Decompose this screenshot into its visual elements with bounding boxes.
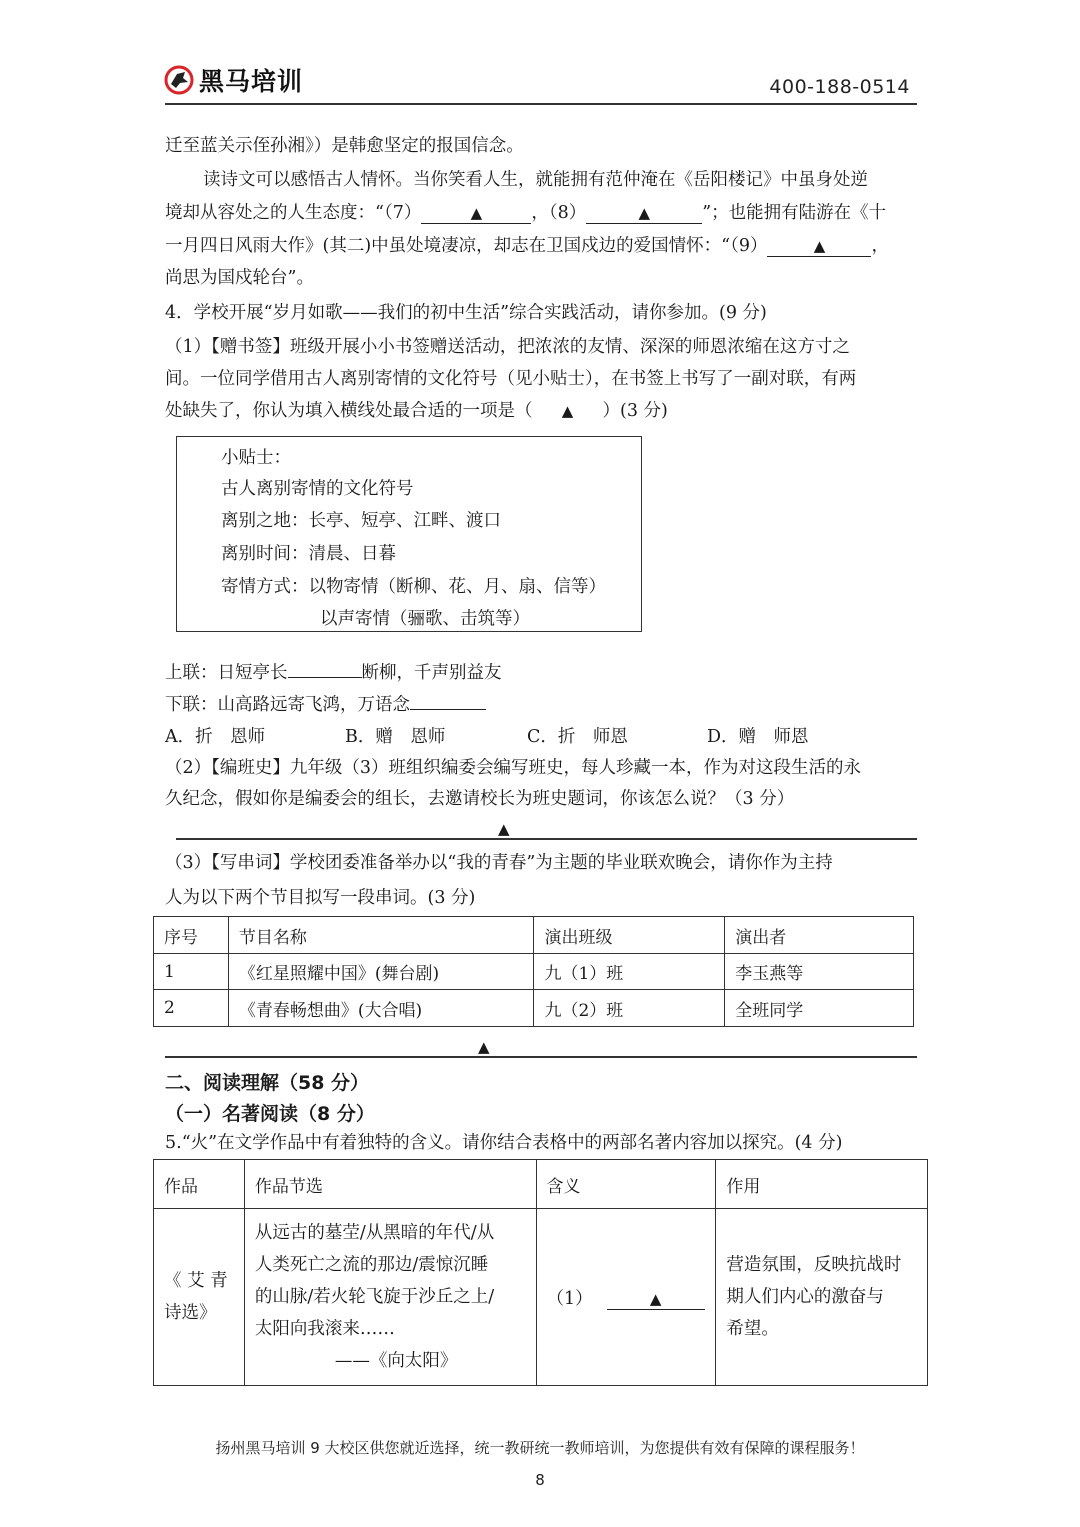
q4-p1-line-2: 间。一位同学借用古人离别寄情的文化符号（见小贴士），在书签上书写了一副对联，有两 <box>165 369 857 389</box>
table-header-row <box>154 1160 928 1209</box>
table-cell: 九（2）班 <box>534 990 725 1027</box>
answer-choice-slot[interactable]: ▲ <box>561 402 574 420</box>
option-d[interactable]: D．赠 师恩 <box>707 727 809 747</box>
table-cell: 九（1）班 <box>534 954 725 990</box>
table-row <box>154 954 914 990</box>
table-row <box>154 1209 928 1386</box>
tips-line-4: 寄情方式：以物寄情（断柳、花、月、扇、信等） <box>221 577 606 597</box>
q4-p3-line-1: （3）【写串词】学校团委准备举办以“我的青春”为主题的毕业联欢晚会，请你作为主持 <box>165 853 833 873</box>
answer-blank-7[interactable]: ▲ <box>421 203 531 224</box>
effect-cell: 营造氛围，反映抗战时 期人们内心的激奋与 希望。 <box>716 1209 928 1386</box>
answer-line-p2[interactable] <box>176 838 917 840</box>
horse-logo-icon <box>163 64 195 96</box>
tips-line-3: 离别时间：清晨、日暮 <box>221 544 396 564</box>
option-b[interactable]: B．赠 恩师 <box>345 727 446 747</box>
table-header-cell: 作品节选 <box>244 1160 536 1209</box>
page-number: 8 <box>535 1471 545 1489</box>
answer-marker-p2: ▲ <box>498 820 510 838</box>
footer-slogan: 扬州黑马培训 9 大校区供您就近选择，统一教研统一教师培训，为您提供有效有保障的课程服务！ <box>215 1439 865 1457</box>
tips-line-2: 离别之地：长亭、短亭、江畔、渡口 <box>221 511 501 531</box>
answer-line-p3[interactable] <box>165 1056 917 1058</box>
couplet-blank-1[interactable] <box>288 677 362 678</box>
q4-p2-line-2: 久纪念，假如你是编委会的组长，去邀请校长为班史题词，你该怎么说？（3 分） <box>165 789 795 809</box>
table-header-row <box>154 917 914 954</box>
couplet-blank-2[interactable] <box>410 709 486 710</box>
subsection-title: （一）名著阅读（8 分） <box>165 1103 375 1125</box>
meaning-cell: （1） ▲ <box>536 1209 716 1386</box>
answer-blank-9[interactable]: ▲ <box>767 236 871 257</box>
brand-name: 黑马培训 <box>199 67 304 96</box>
table-cell: 1 <box>154 954 229 990</box>
answer-marker-p3: ▲ <box>478 1038 490 1056</box>
intro-line-1: 迁至蓝关示侄孙湘》）是韩愈坚定的报国信念。 <box>165 136 524 156</box>
couplet-lower: 下联：山高路远寄飞鸿，万语念 <box>165 693 486 717</box>
answer-blank-8[interactable]: ▲ <box>586 203 702 224</box>
q4-p2-line-1: （2）【编班史】九年级（3）班组织编委会编写班史，每人珍藏一本，作为对这段生活的永 <box>165 758 862 778</box>
table-header-cell: 序号 <box>154 917 229 954</box>
intro-line-3: 境却从容处之的人生态度：“（7） ▲ ，（8） ▲ ”；也能拥有陆游在《十 <box>165 203 887 223</box>
q4-p1-line-1: （1）【赠书签】班级开展小小书签赠送活动，把浓浓的友情、深深的师恩浓缩在这方寸之 <box>165 337 850 357</box>
q5-title: 5.“火”在文学作品中有着独特的含义。请你结合表格中的两部名著内容加以探究。(4 分) <box>165 1133 843 1153</box>
q4-title: 4．学校开展“岁月如歌——我们的初中生活”综合实践活动，请你参加。(9 分) <box>165 303 767 323</box>
table-row <box>154 990 914 1027</box>
table-header-cell: 演出者 <box>725 917 914 954</box>
section-title: 二、阅读理解（58 分） <box>165 1072 370 1094</box>
intro-line-5: 尚思为国戍轮台”。 <box>165 268 314 288</box>
work-title-cell: 《 艾 青 诗选》 <box>154 1209 245 1386</box>
table-cell: 2 <box>154 990 229 1027</box>
meaning-answer-blank[interactable]: ▲ <box>607 1289 705 1310</box>
program-table <box>153 916 914 1027</box>
tips-line-5: 以声寄情（骊歌、击筑等） <box>320 609 530 629</box>
table-header-cell: 作品 <box>154 1160 245 1209</box>
table-cell: 全班同学 <box>725 990 914 1027</box>
tips-line-1: 古人离别寄情的文化符号 <box>221 479 414 499</box>
table-header-cell: 节目名称 <box>228 917 534 954</box>
phone-number: 400-188-0514 <box>769 76 910 98</box>
header-divider <box>165 103 917 105</box>
tips-title: 小贴士： <box>221 448 291 468</box>
option-c[interactable]: C．折 师恩 <box>527 727 628 747</box>
q4-p3-line-2: 人为以下两个节目拟写一段串词。(3 分) <box>165 888 476 908</box>
brand-logo <box>163 62 303 98</box>
option-a[interactable]: A．折 恩师 <box>165 727 266 747</box>
table-header-cell: 作用 <box>716 1160 928 1209</box>
table-cell: 《青春畅想曲》(大合唱) <box>228 990 534 1027</box>
q4-p1-line-3: 处缺失了，你认为填入横线处最合适的一项是（ ▲ ）(3 分) <box>165 401 668 421</box>
couplet-upper: 上联：日短亭长 断柳，千声别益友 <box>165 663 502 683</box>
works-table <box>153 1159 928 1386</box>
excerpt-cell: 从远古的墓茔/从黑暗的年代/从 人类死亡之流的那边/震惊沉睡 的山脉/若火轮飞旋于沙丘之上/ 太阳向我滚来…… ——《向太阳》 <box>244 1209 536 1386</box>
table-cell: 李玉燕等 <box>725 954 914 990</box>
intro-line-4: 一月四日风雨大作》(其二)中虽处境凄凉，却志在卫国戍边的爱国情怀：“（9） ▲ ， <box>165 236 889 256</box>
table-header-cell: 含义 <box>536 1160 716 1209</box>
table-header-cell: 演出班级 <box>534 917 725 954</box>
intro-line-2: 读诗文可以感悟古人情怀。当你笑看人生，就能拥有范仲淹在《岳阳楼记》中虽身处逆 <box>203 170 868 190</box>
table-cell: 《红星照耀中国》(舞台剧) <box>228 954 534 990</box>
